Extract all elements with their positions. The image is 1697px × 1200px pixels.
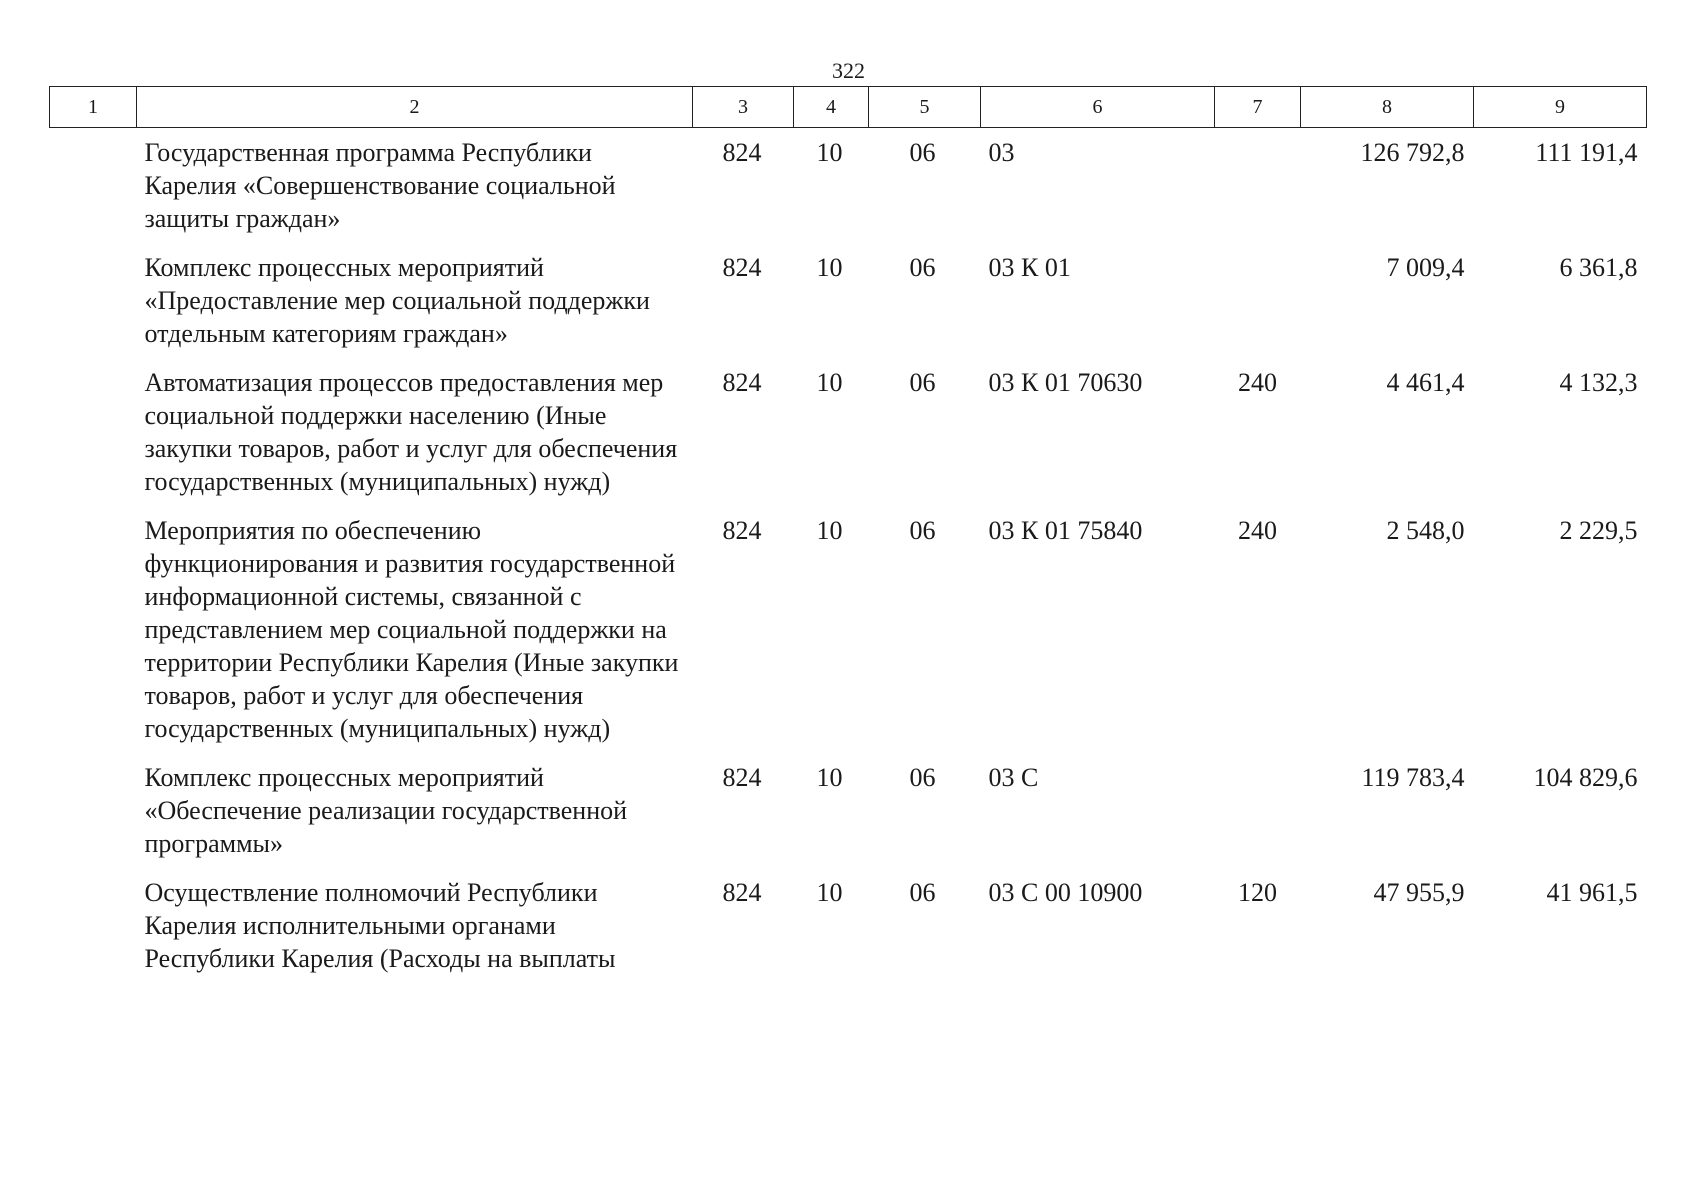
cell-col-1 [50,753,137,868]
table-body [50,128,1647,984]
cell-name: Осуществление полномочий Республики Карелия исполнительными органами Республики Карелия (Расходы на выплаты [144,878,616,973]
cell-name: Комплекс процессных мероприятий «Обеспечение реализации государственной программы» [144,763,628,858]
cell-col-8: 119 783,4 [1361,763,1465,792]
cell-name: Автоматизация процессов предоставления мер социальной поддержки населению (Иные закупки товаров, работ и услуг для обеспечения государственных (муниципальных) нужд) [144,368,678,496]
cell-col-7 [1215,128,1301,244]
cell-col-4: 10 [816,878,843,907]
cell-col-1 [50,358,137,506]
cell-col-5: 06 [909,763,936,792]
cell-col-7: 120 [1238,878,1277,907]
cell-col-4: 10 [816,253,843,282]
table-row [50,358,1647,506]
cell-col-7: 240 [1238,368,1277,397]
cell-col-9: 2 229,5 [1559,516,1638,545]
table-row [50,506,1647,753]
header-col-1: 1 [50,87,137,128]
cell-col-4: 10 [816,763,843,792]
page-number: 322 [832,58,865,83]
cell-col-1 [50,243,137,358]
cell-col-6: 03 С [988,763,1039,792]
cell-col-7 [1215,753,1301,868]
cell-col-7: 240 [1238,516,1277,545]
header-col-6: 6 [981,87,1215,128]
cell-col-8: 4 461,4 [1386,368,1465,397]
cell-col-8: 7 009,4 [1386,253,1465,282]
cell-col-3: 824 [722,763,762,792]
cell-col-3: 824 [722,253,762,282]
cell-col-3: 824 [722,516,762,545]
cell-col-8: 47 955,9 [1373,878,1465,907]
table-header [50,87,1647,128]
header-col-2: 2 [137,87,693,128]
cell-col-6: 03 К 01 70630 [988,368,1143,397]
header-col-5: 5 [869,87,981,128]
cell-col-4: 10 [816,516,843,545]
header-col-4: 4 [794,87,869,128]
budget-table [49,86,1647,983]
cell-col-9: 111 191,4 [1535,138,1638,167]
cell-col-6: 03 [988,138,1015,167]
cell-col-5: 06 [909,368,936,397]
cell-col-9: 6 361,8 [1559,253,1638,282]
cell-col-9: 4 132,3 [1559,368,1638,397]
cell-col-1 [50,868,137,983]
cell-col-3: 824 [722,368,762,397]
cell-col-3: 824 [722,878,762,907]
cell-col-5: 06 [909,878,936,907]
table-row [50,753,1647,868]
table-row [50,243,1647,358]
cell-col-6: 03 С 00 10900 [988,878,1143,907]
cell-col-9: 104 829,6 [1533,763,1638,792]
cell-col-4: 10 [816,138,843,167]
cell-col-8: 126 792,8 [1360,138,1465,167]
cell-col-3: 824 [722,138,762,167]
cell-col-4: 10 [816,368,843,397]
header-col-9: 9 [1474,87,1647,128]
table-row [50,128,1647,244]
header-col-3: 3 [693,87,794,128]
header-row [50,87,1647,128]
cell-col-7 [1215,243,1301,358]
cell-name: Мероприятия по обеспечению функционирования и развития государственной информационной системы, связанной с представлением мер социальной поддержки на территории Республики Карелия (Иные закупки товаров, работ и услуг для обеспечения государственных (муниципальных) нужд) [144,516,679,743]
header-col-8: 8 [1301,87,1474,128]
cell-col-5: 06 [909,138,936,167]
cell-col-1 [50,128,137,244]
cell-col-8: 2 548,0 [1386,516,1465,545]
cell-col-6: 03 К 01 [988,253,1071,282]
cell-col-5: 06 [909,253,936,282]
cell-col-9: 41 961,5 [1546,878,1638,907]
header-col-7: 7 [1215,87,1301,128]
cell-name: Государственная программа Республики Карелия «Совершенствование социальной защиты граждан» [144,138,616,233]
cell-col-1 [50,506,137,753]
cell-name: Комплекс процессных мероприятий «Предоставление мер социальной поддержки отдельным категориям граждан» [144,253,650,348]
cell-col-5: 06 [909,516,936,545]
table-row [50,868,1647,983]
cell-col-6: 03 К 01 75840 [988,516,1143,545]
